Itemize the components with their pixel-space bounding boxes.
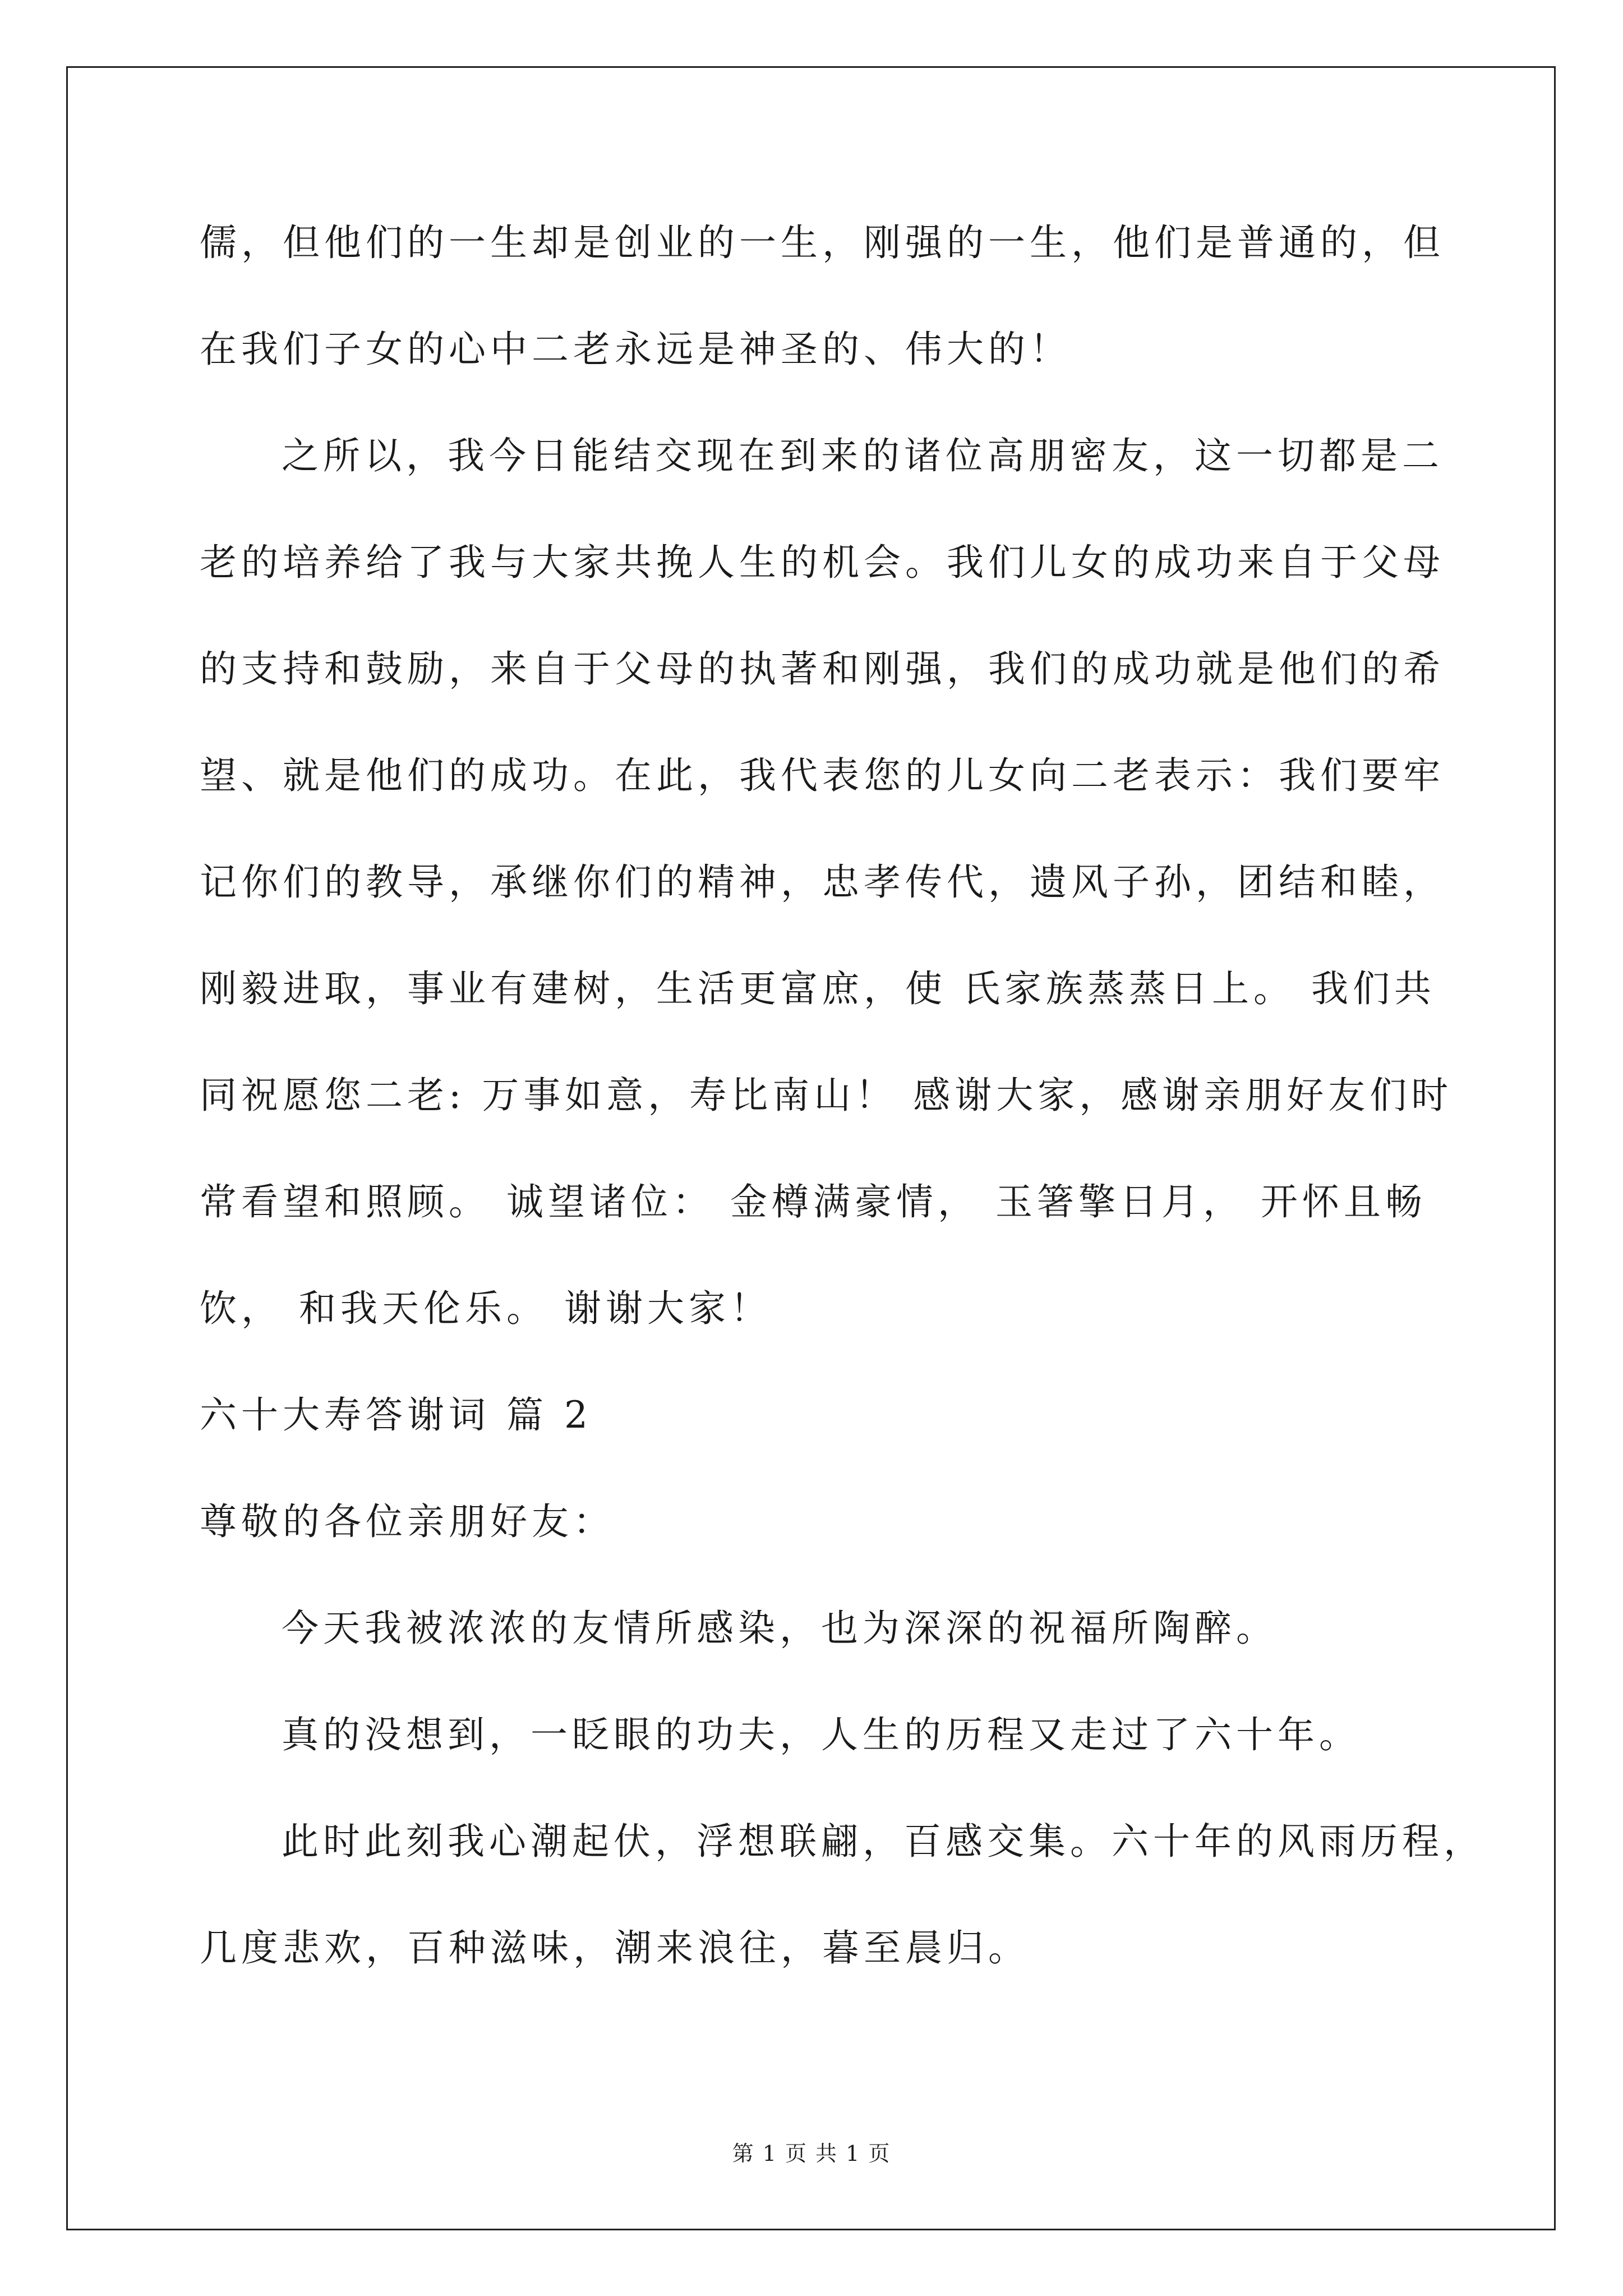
text-line: 在我们子女的心中二老永远是神圣的、伟大的！ — [200, 328, 1071, 371]
text-line: 老的培养给了我与大家共挽人生的机会。我们儿女的成功来自于父母 — [200, 541, 1445, 584]
salutation: 尊敬的各位亲朋好友： — [200, 1500, 615, 1543]
text-line: 儒，但他们的一生却是创业的一生，刚强的一生，他们是普通的，但 — [200, 221, 1445, 264]
text-line: 刚毅进取，事业有建树，生活更富庶，使 氏家族蒸蒸日上。 我们共 — [200, 967, 1436, 1010]
page-footer: 第 1 页 共 1 页 — [732, 2141, 891, 2166]
paragraph-start-line: 真的没想到，一眨眼的功夫，人生的历程又走过了六十年。 — [282, 1713, 1361, 1756]
paragraph-start-line: 今天我被浓浓的友情所感染，也为深深的祝福所陶醉。 — [282, 1607, 1278, 1650]
page-border — [66, 66, 1556, 2230]
paragraph-start-line: 此时此刻我心潮起伏，浮想联翩，百感交集。六十年的风雨历程， — [282, 1820, 1485, 1863]
text-line: 的支持和鼓励，来自于父母的执著和刚强，我们的成功就是他们的希 — [200, 647, 1445, 691]
text-line: 饮， 和我天伦乐。 谢谢大家！ — [200, 1287, 772, 1330]
text-line: 常看望和照顾。 诚望诸位： 金樽满豪情， 玉箸擎日月， 开怀且畅 — [200, 1180, 1427, 1223]
text-line: 几度悲欢，百种滋味，潮来浪往，暮至晨归。 — [200, 1926, 1030, 1970]
section-heading: 六十大寿答谢词 篇 2 — [200, 1393, 592, 1437]
text-line: 记你们的教导，承继你们的精神，忠孝传代，遗风子孙，团结和睦， — [200, 861, 1445, 904]
text-line: 望、就是他们的成功。在此，我代表您的儿女向二老表示：我们要牢 — [200, 754, 1445, 797]
paragraph-start-line: 之所以，我今日能结交现在到来的诸位高朋密友，这一切都是二 — [282, 434, 1444, 477]
text-line: 同祝愿您二老: 万事如意，寿比南山！ 感谢大家，感谢亲朋好友们时 — [200, 1074, 1453, 1117]
